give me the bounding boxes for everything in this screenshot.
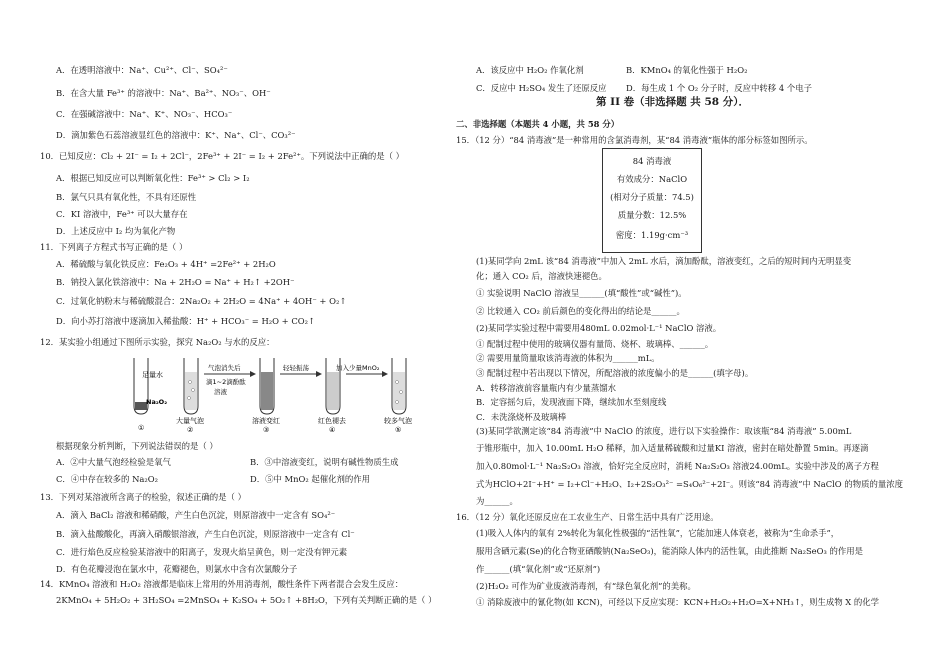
q15-line-11: C．未洗涤烧杯及玻璃棒 (476, 412, 567, 422)
q15-line-1: (1)某同学向 2mL 该“84 消毒液”中加入 2mL 水后，滴加酚酞，溶液变红，之后的短时间内无明显变 (476, 256, 852, 266)
q15-line-16: 为______。 (476, 496, 518, 506)
q15-line-9: A．转移溶液前容量瓶内有少量蒸馏水 (476, 383, 617, 393)
num-5: ⑤ (395, 426, 402, 434)
q15-line-12: (3)某同学欲测定该“84 消毒液”中 NaClO 的浓度，进行以下实验操作：取该瓶“84 消毒液” 5.00mL (476, 426, 852, 436)
q10-option-b: B．氯气只具有氧化性，不具有还原性 (56, 192, 197, 202)
q9-option-b: B．在含大量 Fe³⁺ 的溶液中：Na⁺、Ba²⁺、NO₃⁻、OH⁻ (56, 88, 271, 98)
q13-stem: 13．下列对某溶液所含离子的检验，叙述正确的是（ ） (40, 492, 246, 502)
test-tube-3 (260, 358, 274, 414)
q9-option-c: C．在强碱溶液中：Na⁺、K⁺、NO₃⁻、HCO₃⁻ (56, 109, 233, 119)
q15-line-2: 化；通入 CO₂ 后，溶液快速褪色。 (476, 271, 607, 281)
q10-option-d: D．上述反应中 I₂ 均为氧化产物 (56, 226, 176, 236)
product-label-box (602, 148, 702, 253)
q11-option-b: B．钠投入氯化铁溶液中：Na + 2H₂O = Na⁺ + H₂↑ +2OH⁻ (56, 277, 295, 287)
q11-stem: 11．下列离子方程式书写正确的是（ ） (40, 242, 188, 252)
q9-option-d: D．滴加紫色石蕊溶液显红色的溶液中：K⁺、Na⁺、Cl⁻、CO₃²⁻ (56, 130, 296, 140)
q15-line-15: 式为HClO+2I⁻+H⁺ = I₂+Cl⁻+H₂O、I₂+2S₂O₃²⁻ =S₄O₆²⁻+2I⁻。则该“84 消毒液”中 NaClO 的物质的量浓度 (476, 479, 903, 489)
caption-3: 红色褪去 (318, 417, 346, 425)
q16-line-6: ① 消除废液中的氰化物(如 KCN)，可经以下反应实现：KCN+H₂O₂+H₂O=X+NH₃↑，则生成物 X 的化学 (476, 597, 880, 607)
test-tube-5 (392, 358, 406, 414)
tube1-solid-label: Na₂O₂ (146, 398, 168, 406)
q12-experiment-figure (120, 352, 420, 434)
q12-stem: 12．某实验小组通过下图所示实验，探究 Na₂O₂ 与水的反应： (40, 337, 275, 347)
caption-1: 大量气泡 (176, 417, 204, 425)
q16-line-2: (1)吸入人体内的氧有 2%转化为氧化性极强的“活性氧”，它能加速人体衰老，被称为“生命杀手”， (476, 528, 840, 538)
label-ingredient: 有效成分：NaClO (616, 174, 688, 184)
label-density: 密度：1.19g·cm⁻³ (615, 230, 689, 240)
q12-option-b: B．③中溶液变红，说明有碱性物质生成 (250, 457, 399, 467)
label-molar-mass: (相对分子质量：74.5) (610, 192, 694, 202)
label-mass-fraction: 质量分数：12.5% (617, 210, 687, 220)
arrow1-label: 气泡消失后 (208, 364, 241, 372)
q15-line-14: 加入0.80mol·L⁻¹ Na₂S₂O₃ 溶液，恰好完全反应时，消耗 Na₂S₂O₃ 溶液24.00mL。实验中涉及的离子方程 (476, 461, 879, 471)
num-1: ① (138, 424, 145, 432)
q10-stem: 10．已知反应：Cl₂ + 2I⁻ = I₂ + 2Cl⁻，2Fe³⁺ + 2I⁻ = I₂ + 2Fe²⁺。下列说法中正确的是（ ） (40, 151, 405, 161)
section-title: 第 II 卷（非选择题 共 58 分）． (596, 96, 749, 108)
q14-option-a: A．该反应中 H₂O₂ 作氧化剂 (476, 65, 584, 75)
q13-option-a: A．滴入 BaCl₂ 溶液和稀硝酸，产生白色沉淀，则原溶液中一定含有 SO₄²⁻ (56, 510, 336, 520)
arrow2-label: 轻轻振荡 (283, 364, 309, 372)
num-4: ④ (329, 426, 336, 434)
q16-line-4: 作______(填“氧化剂”或“还原剂”) (476, 564, 601, 574)
q15-line-10: B．定容摇匀后，发现液面下降，继续加水至刻度线 (476, 397, 667, 407)
q15-line-3: ① 实验说明 NaClO 溶液呈______(填“酸性”或“碱性”)。 (476, 288, 687, 298)
arrow1-label-b: 滴1~2滴酚酞 (206, 378, 246, 386)
q14-stem: 14．KMnO₄ 溶液和 H₂O₂ 溶液都是临床上常用的外用消毒剂，酸性条件下两者混合会发生反应： (40, 579, 404, 589)
arrow3-label: 加入少量MnO₂ (336, 364, 380, 372)
label-title: 84 消毒液 (632, 156, 672, 166)
q16-line-3: 服用含硒元素(Se)的化合物亚硒酸钠(Na₂SeO₃)，能消除人体内的活性氧，由此推断 Na₂SeO₃ 的作用是 (476, 546, 864, 556)
q16-line-1: 16．（12 分）氧化还原反应在工农业生产、日常生活中具有广泛用途。 (456, 512, 719, 522)
q14-option-b: B．KMnO₄ 的氧化性强于 H₂O₂ (626, 65, 748, 75)
q12-after: 根据现象分析判断，下列说法错误的是（ ） (56, 441, 218, 451)
caption-4: 较多气泡 (384, 417, 412, 425)
num-3: ③ (263, 426, 270, 434)
q15-line-4: ② 比较通入 CO₂ 前后颜色的变化得出的结论是______。 (476, 306, 685, 316)
q15-line-8: ③ 配制过程中若出现以下情况，所配溶液的浓度偏小的是______(填字母)。 (476, 368, 754, 378)
q15-line-7: ② 需要用量筒量取该消毒液的体积为______mL。 (476, 353, 660, 363)
q14-option-c: C．反应中 H₂SO₄ 发生了还原反应 (476, 83, 607, 93)
q11-option-a: A．稀硫酸与氧化铁反应：Fe₂O₃ + 4H⁺ =2Fe²⁺ + 2H₂O (56, 259, 276, 269)
q15-line-13: 于锥形瓶中，加入 10.00mL H₂O 稀释，加入适量稀硫酸和过量KI 溶液，密封在暗处静置 5min。再逐滴 (476, 443, 869, 453)
q9-option-a: A．在透明溶液中：Na⁺、Cu²⁺、Cl⁻、SO₄²⁻ (56, 65, 228, 75)
test-tube-2 (184, 358, 198, 414)
part2-heading: 二、非选择题（本题共 4 小题，共 58 分） (456, 119, 620, 129)
q16-line-5: (2)H₂O₂ 可作为矿业废液消毒剂，有“绿色氧化剂”的美称。 (476, 581, 696, 591)
q12-option-c: C．④中存在较多的 Na₂O₂ (56, 474, 158, 484)
q13-option-d: D．有色花瓣浸泡在氯水中，花瓣褪色，则氯水中含有次氯酸分子 (56, 564, 298, 574)
tube1-water-label: 足量水 (142, 371, 163, 379)
q12-option-d: D．⑤中 MnO₂ 起催化剂的作用 (250, 474, 370, 484)
arrow1-label-c: 溶液 (214, 388, 227, 396)
q10-option-c: C．KI 溶液中，Fe³⁺ 可以大量存在 (56, 209, 188, 219)
q11-option-d: D．向小苏打溶液中逐滴加入稀盐酸：H⁺ + HCO₃⁻ = H₂O + CO₂↑ (56, 316, 315, 326)
q14-equation: 2KMnO₄ + 5H₂O₂ + 3H₂SO₄ =2MnSO₄ + K₂SO₄ + 5O₂↑ +8H₂O，下列有关判断正确的是（ ） (56, 595, 437, 605)
q13-option-b: B．滴入盐酸酸化，再滴入硝酸银溶液，产生白色沉淀，则原溶液中一定含有 Cl⁻ (56, 529, 355, 539)
caption-2: 溶液变红 (252, 417, 280, 425)
q14-option-d: D．每生成 1 个 O₂ 分子时，反应中转移 4 个电子 (626, 83, 812, 93)
q12-option-a: A．②中大量气泡经检验是氧气 (56, 457, 171, 467)
q15-line-6: ① 配制过程中使用的玻璃仪器有量筒、烧杯、玻璃棒、______。 (476, 339, 714, 349)
num-2: ② (187, 426, 194, 434)
q15-line-5: (2)某同学实验过程中需要用480mL 0.02mol·L⁻¹ NaClO 溶液。 (476, 323, 722, 333)
q15-stem: 15．（12 分）“84 消毒液”是一种常用的含氯消毒剂，某“84 消毒液”瓶体的部分标签如图所示。 (456, 135, 813, 145)
q11-option-c: C．过氧化钠粉末与稀硫酸混合：2Na₂O₂ + 2H₂O = 4Na⁺ + 4OH⁻ + O₂↑ (56, 296, 347, 306)
q13-option-c: C．进行焰色反应检验某溶液中的阳离子，发现火焰呈黄色，则一定没有钾元素 (56, 547, 348, 557)
q10-option-a: A．根据已知反应可以判断氧化性：Fe³⁺ > Cl₂ > I₂ (56, 173, 250, 183)
